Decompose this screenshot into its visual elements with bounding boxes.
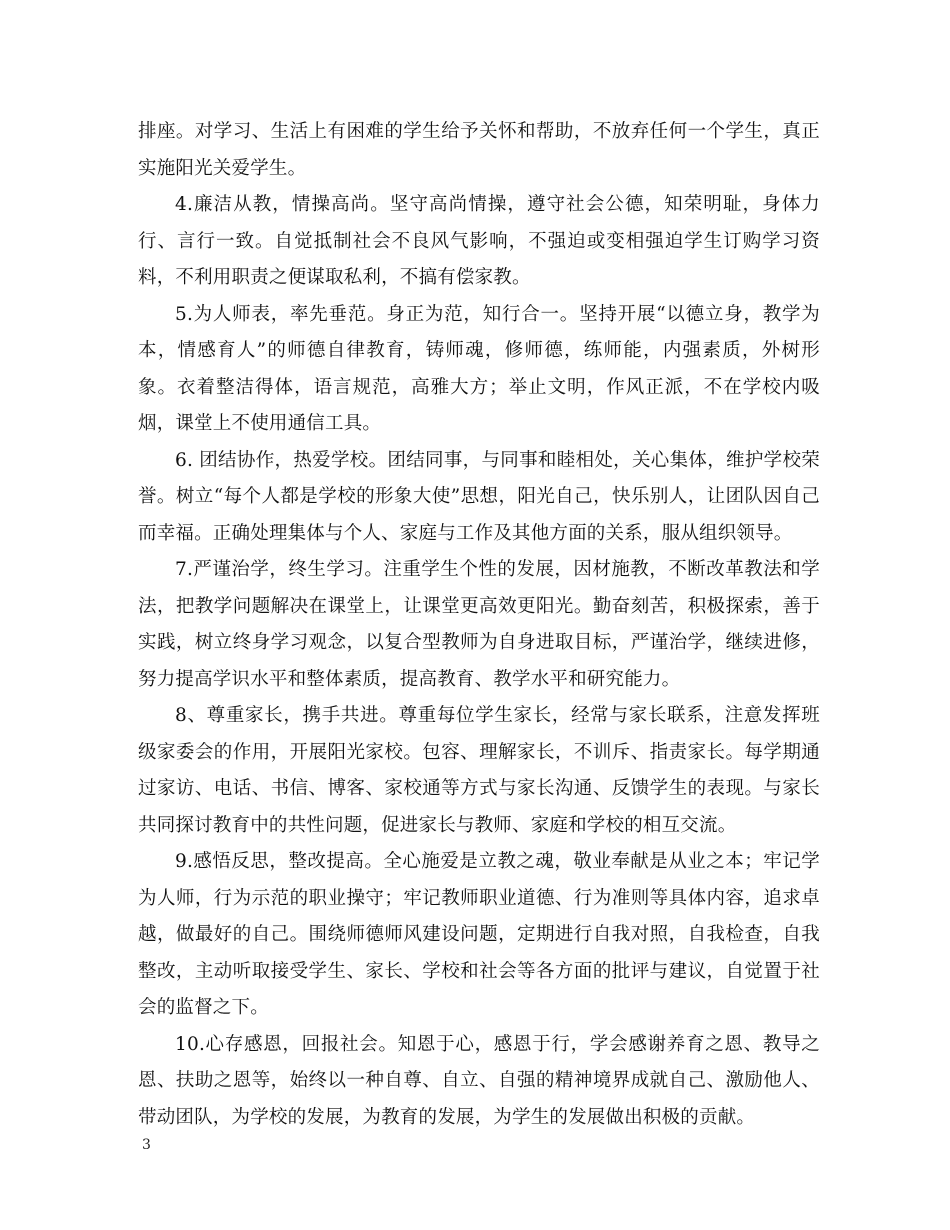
paragraph-item-4: 4.廉洁从教，情操高尚。坚守高尚情操，遵守社会公德，知荣明耻，身体力行、言行一致。自觉抵制社会不良风气影响，不强迫或变相强迫学生订购学习资料，不利用职责之便谋取私利，不搞有偿家教。 [138, 194, 820, 288]
document-body [138, 114, 820, 1136]
paragraph-item-5: 5.为人师表，率先垂范。身正为范，知行合一。坚持开展“以德立身，教学为本，情感育人”的师德自律教育，铸师魂，修师德，练师能，内强素质，外树形象。衣着整洁得体，语言规范，高雅大方；举止文明，作风正派，不在学校内吸烟，课堂上不使用通信工具。 [138, 303, 820, 434]
paragraph-item-10: 10.心存感恩，回报社会。知恩于心，感恩于行，学会感谢养育之恩、教导之恩、扶助之恩等，始终以一种自尊、自立、自强的精神境界成就自己、激励他人、带动团队，为学校的发展，为教育的发展，为学生的发展做出积极的贡献。 [138, 1033, 820, 1128]
paragraph-item-7: 7.严谨治学，终生学习。注重学生个性的发展，因材施教，不断改革教法和学法，把教学问题解决在课堂上，让课堂更高效更阳光。勤奋刻苦，积极探索，善于实践，树立终身学习观念，以复合型教师为自身进取目标，严谨治学，继续进修，努力提高学识水平和整体素质，提高教育、教学水平和研究能力。 [138, 559, 820, 690]
paragraph-item-9: 9.感悟反思，整改提高。全心施爱是立教之魂，敬业奉献是从业之本；牢记学为人师，行为示范的职业操守；牢记教师职业道德、行为准则等具体内容，追求卓越，做最好的自己。围绕师德师风建设问题，定期进行自我对照，自我检查，自我整改，主动听取接受学生、家长、学校和社会等各方面的批评与建议，自觉置于社会的监督之下。 [138, 851, 820, 1018]
page-number: 3 [142, 1137, 151, 1153]
paragraph-continuation: 排座。对学习、生活上有困难的学生给予关怀和帮助，不放弃任何一个学生，真正实施阳光关爱学生。 [138, 121, 820, 179]
paragraph-item-6: 6. 团结协作，热爱学校。团结同事，与同事和睦相处，关心集体，维护学校荣誉。树立“每个人都是学校的形象大使”思想，阳光自己，快乐别人，让团队因自己而幸福。正确处理集体与个人、家庭与工作及其他方面的关系，服从组织领导。 [138, 449, 821, 544]
paragraph-item-8: 8、尊重家长，携手共进。尊重每位学生家长，经常与家长联系，注意发挥班级家委会的作用，开展阳光家校。包容、理解家长，不训斥、指责家长。每学期通过家访、电话、书信、博客、家校通等方式与家长沟通、反馈学生的表现。与家长共同探讨教育中的共性问题，促进家长与教师、家庭和学校的相互交流。 [138, 705, 820, 836]
